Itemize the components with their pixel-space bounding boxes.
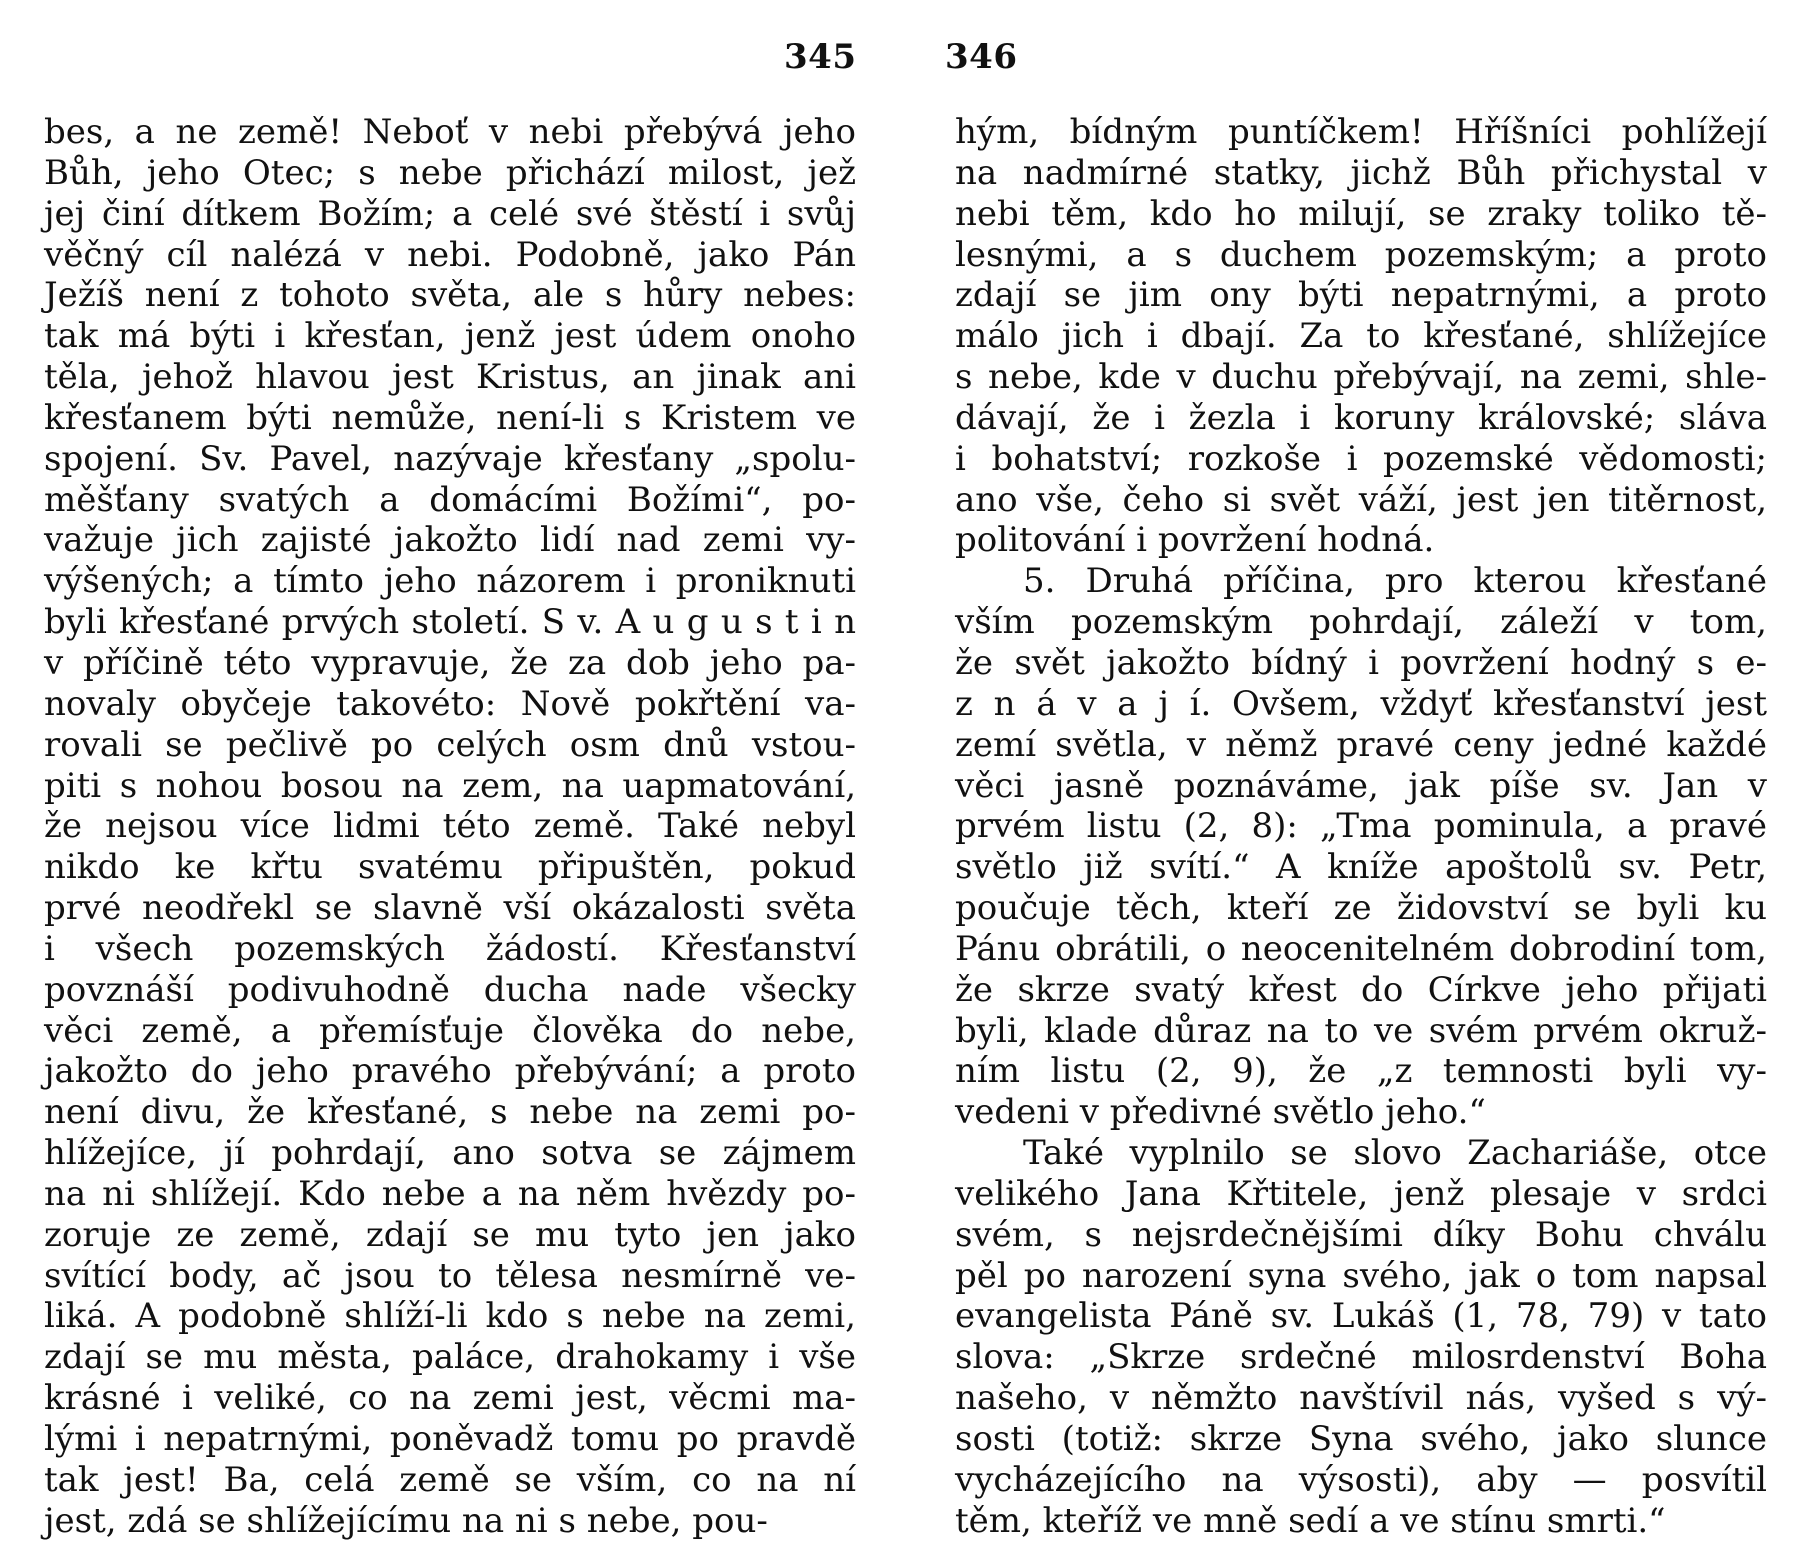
text-line: liká. A podobně shlíží-li kdo s nebe na zemi, xyxy=(44,1296,856,1337)
text-line: novaly obyčeje takovéto: Nově pokřtění va- xyxy=(44,683,856,724)
text-line: i bohatství; rozkoše i pozemské vědomosti; xyxy=(955,438,1767,479)
text-line: výšených; a tímto jeho názorem i proniknuti xyxy=(44,561,856,602)
text-line: nikdo ke křtu svatému připuštěn, pokud xyxy=(44,847,856,888)
text-line: zdají se jim ony býti nepatrnými, a proto xyxy=(955,275,1767,316)
text-line: lesnými, a s duchem pozemským; a proto xyxy=(955,234,1767,275)
text-line: věci jasně poznáváme, jak píše sv. Jan v xyxy=(955,765,1767,806)
text-line: evangelista Páně sv. Lukáš (1, 78, 79) v tato xyxy=(955,1296,1767,1337)
text-line: byli křesťané prvých století. S v. A u g u s t i n xyxy=(44,602,856,643)
text-line: krásné i veliké, co na zemi jest, věcmi ma- xyxy=(44,1378,856,1419)
text-line: že skrze svatý křest do Církve jeho přijati xyxy=(955,969,1767,1010)
text-line: tak má býti i křesťan, jenž jest údem onoho xyxy=(44,316,856,357)
text-line: na ni shlížejí. Kdo nebe a na něm hvězdy po- xyxy=(44,1173,856,1214)
text-line: politování i povržení hodná. xyxy=(955,520,1435,561)
text-line: není divu, že křesťané, s nebe na zemi po- xyxy=(44,1092,856,1133)
text-line: lými i nepatrnými, poněvadž tomu po pravdě xyxy=(44,1419,856,1459)
text-line: prvém listu (2, 8): „Tma pominula, a pravé xyxy=(955,806,1767,847)
page-number-right: 346 xyxy=(945,37,1018,77)
text-line: tak jest! Ba, celá země se vším, co na ní xyxy=(44,1459,856,1500)
text-line: ano vše, čeho si svět váží, jest jen titěrnost, xyxy=(955,479,1767,520)
text-line: našeho, v němžto navštívil nás, vyšed s vý- xyxy=(955,1378,1767,1419)
text-line: zoruje ze země, zdají se mu tyto jen jako xyxy=(44,1214,856,1255)
text-line: Bůh, jeho Otec; s nebe přichází milost, jež xyxy=(44,152,856,193)
page-number-left: 345 xyxy=(784,37,857,77)
text-line: měšťany svatých a domácími Božími“, po- xyxy=(44,479,856,520)
text-line: vycházejícího na výsosti), aby — posvítil xyxy=(955,1459,1767,1500)
left-page-text xyxy=(44,112,856,1542)
text-line: ním listu (2, 9), že „z temnosti byli vy- xyxy=(955,1051,1767,1092)
text-line: dávají, že i žezla i koruny královské; sláva xyxy=(955,397,1767,438)
text-line: nebi těm, kdo ho milují, se zraky toliko tě- xyxy=(955,193,1767,234)
text-line: v příčině této vypravuje, že za dob jeho pa- xyxy=(44,642,856,683)
text-line: poučuje těch, kteří ze židovství se byli ku xyxy=(955,888,1767,929)
text-line: 5. Druhá příčina, pro kterou křesťané xyxy=(1023,561,1767,602)
text-line: křesťanem býti nemůže, není-li s Kristem ve xyxy=(44,397,856,438)
text-line: zemí světla, v němž pravé ceny jedné každé xyxy=(955,724,1767,765)
text-line: spojení. Sv. Pavel, nazývaje křesťany „spolu- xyxy=(44,438,856,479)
text-line: svém, s nejsrdečnějšími díky Bohu chválu xyxy=(955,1214,1767,1255)
text-line: i všech pozemských žádostí. Křesťanství xyxy=(44,928,856,969)
text-line: sosti (totiž: skrze Syna svého, jako slunce xyxy=(955,1419,1767,1459)
text-line: těla, jehož hlavou jest Kristus, an jinak ani xyxy=(44,357,856,398)
text-line: vším pozemským pohrdají, záleží v tom, xyxy=(955,602,1767,643)
text-line: jest, zdá se shlížejícímu na ni s nebe, pou- xyxy=(44,1500,768,1541)
text-line: bes, a ne země! Neboť v nebi přebývá jeho xyxy=(44,112,856,152)
text-line: svítící body, ač jsou to tělesa nesmírně ve- xyxy=(44,1255,856,1296)
text-line: prvé neodřekl se slavně vší okázalosti světa xyxy=(44,888,856,929)
text-line: s nebe, kde v duchu přebývají, na zemi, shle- xyxy=(955,357,1767,398)
text-line: málo jich i dbají. Za to křesťané, shlížejíce xyxy=(955,316,1767,357)
text-line: věčný cíl nalézá v nebi. Podobně, jako Pán xyxy=(44,234,856,275)
text-line: slova: „Skrze srdečné milosrdenství Boha xyxy=(955,1337,1767,1378)
text-line: rovali se pečlivě po celých osm dnů vstou- xyxy=(44,724,856,765)
text-line: světlo již svítí.“ A kníže apoštolů sv. Petr, xyxy=(955,847,1767,888)
text-line: jej činí dítkem Božím; a celé své štěstí i svůj xyxy=(44,193,856,234)
right-page-text xyxy=(955,112,1767,1542)
text-line: jakožto do jeho pravého přebývání; a proto xyxy=(44,1051,856,1092)
text-line: hým, bídným puntíčkem! Hříšníci pohlížejí xyxy=(955,112,1767,152)
text-line: na nadmírné statky, jichž Bůh přichystal v xyxy=(955,152,1767,193)
text-line: z n á v a j í. Ovšem, vždyť křesťanství jest xyxy=(955,683,1767,724)
text-line: věci země, a přemísťuje člověka do nebe, xyxy=(44,1010,856,1051)
text-line: velikého Jana Křtitele, jenž plesaje v srdci xyxy=(955,1173,1767,1214)
text-line: zdají se mu města, paláce, drahokamy i vše xyxy=(44,1337,856,1378)
text-line: těm, kteříž ve mně sedí a ve stínu smrti.“ xyxy=(955,1500,1666,1541)
text-line: vedeni v předivné světlo jeho.“ xyxy=(955,1092,1486,1133)
text-line: Ježíš není z tohoto světa, ale s hůry nebes: xyxy=(44,275,856,316)
text-line: važuje jich zajisté jakožto lidí nad zemi vy- xyxy=(44,520,856,561)
text-line: Také vyplnilo se slovo Zachariáše, otce xyxy=(1023,1133,1767,1174)
text-line: že nejsou více lidmi této země. Také nebyl xyxy=(44,806,856,847)
text-line: byli, klade důraz na to ve svém prvém okruž- xyxy=(955,1010,1767,1051)
text-line: hlížejíce, jí pohrdají, ano sotva se zájmem xyxy=(44,1133,856,1174)
text-line: že svět jakožto bídný i povržení hodný s e- xyxy=(955,642,1767,683)
text-line: povznáší podivuhodně ducha nade všecky xyxy=(44,969,856,1010)
text-line: pěl po narození syna svého, jak o tom napsal xyxy=(955,1255,1767,1296)
text-line: piti s nohou bosou na zem, na uapmatování, xyxy=(44,765,856,806)
text-line: Pánu obrátili, o neocenitelném dobrodiní tom, xyxy=(955,928,1767,969)
